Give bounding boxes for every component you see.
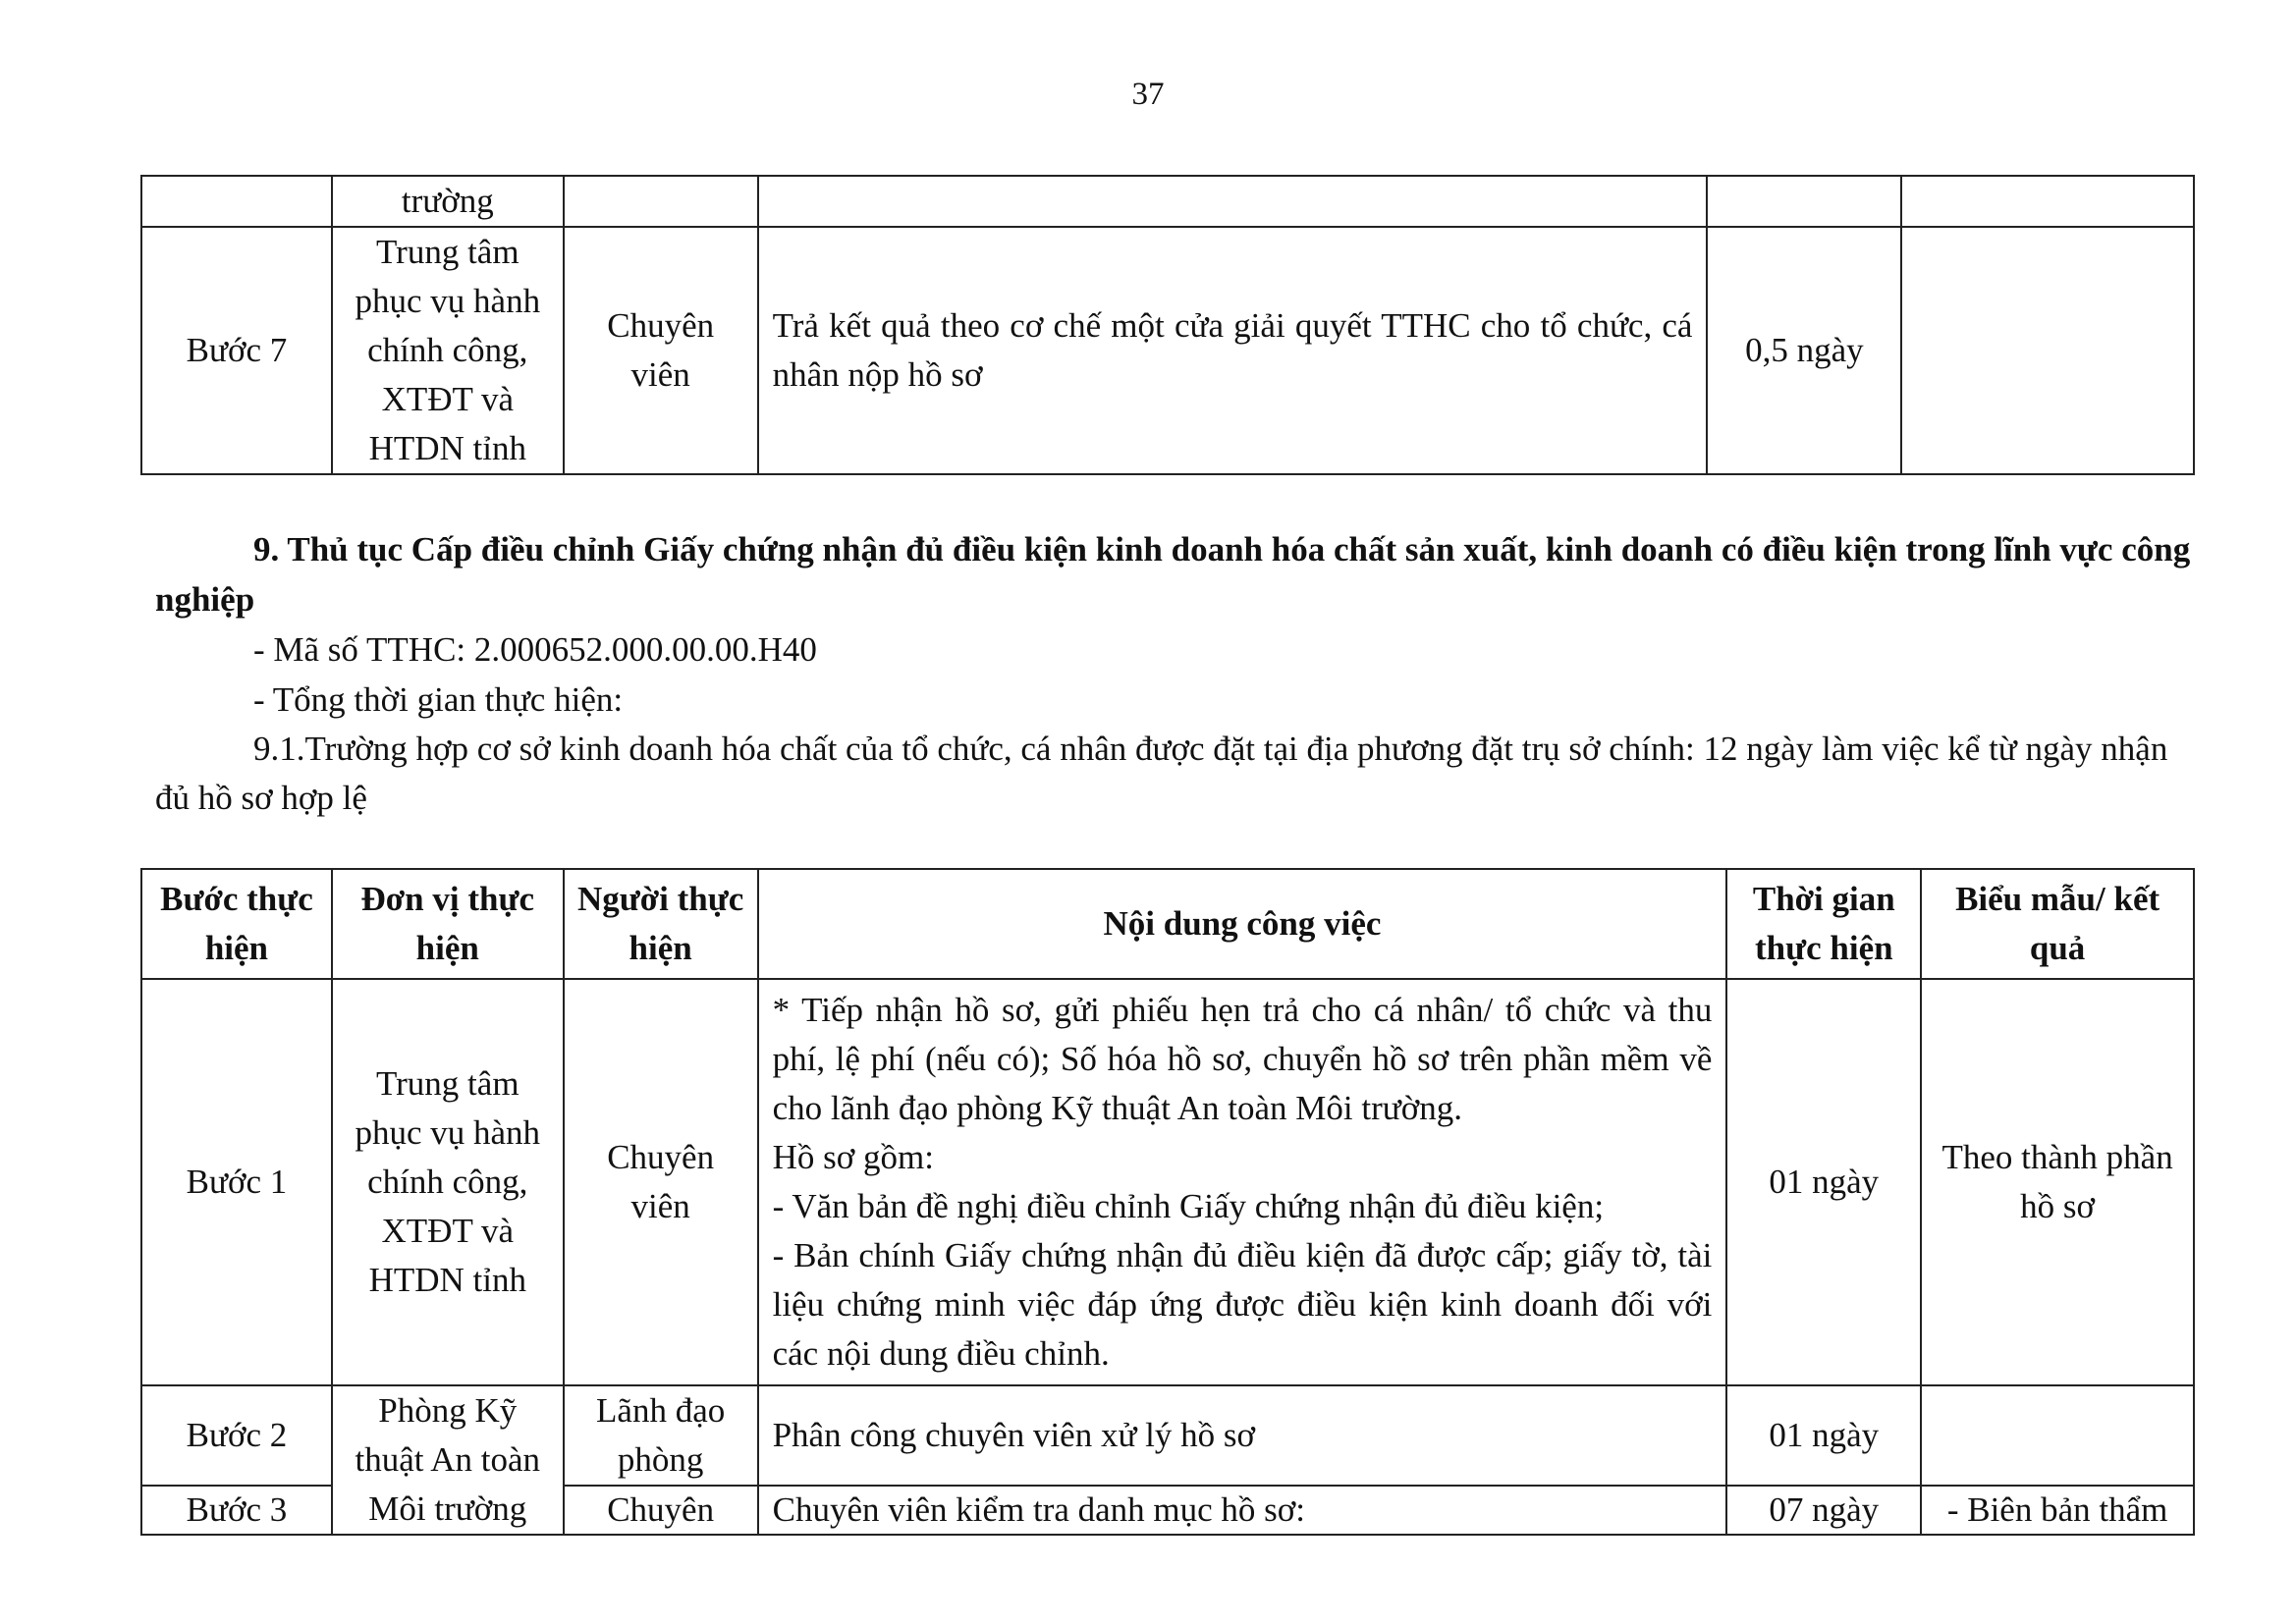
form-cell: - Biên bản thẩm [1921, 1486, 2194, 1535]
time-cell: 0,5 ngày [1707, 227, 1901, 474]
time-cell: 01 ngày [1726, 979, 1921, 1385]
table-row [141, 227, 2194, 474]
case-description: 9.1.Trường hợp cơ sở kinh doanh hóa chất của tổ chức, cá nhân được đặt tại địa phương đặt trụ sở chính: 12 ngày làm việc kể từ ngày nhận đủ hồ sơ hợp lệ [155, 730, 2168, 817]
step-cell: Bước 3 [141, 1486, 332, 1535]
person-cell: Chuyên [564, 1486, 758, 1535]
unit-cell: Trung tâm phục vụ hành chính công, XTĐT và HTDN tỉnh [332, 979, 564, 1385]
content-cell: Chuyên viên kiểm tra danh mục hồ sơ: [758, 1486, 1727, 1535]
step-cell: Bước 7 [141, 227, 332, 474]
form-cell [1901, 176, 2194, 227]
content-cell [758, 979, 1727, 1385]
unit-cell: trường [332, 176, 564, 227]
table-row [141, 979, 2194, 1385]
header-step: Bước thực hiện [141, 869, 332, 979]
form-cell [1901, 227, 2194, 474]
step-cell [141, 176, 332, 227]
step-cell: Bước 2 [141, 1385, 332, 1486]
unit-cell: Trung tâm phục vụ hành chính công, XTĐT và HTDN tỉnh [332, 227, 564, 474]
page-number: 37 [1131, 77, 1165, 112]
person-cell [564, 176, 758, 227]
procedure-code-line: - Mã số TTHC: 2.000652.000.00.00.H40 [253, 630, 817, 669]
content-paragraph: Hồ sơ gồm: [772, 1138, 934, 1176]
header-time: Thời gian thực hiện [1726, 869, 1921, 979]
form-cell [1921, 1385, 2194, 1486]
procedure-table [140, 868, 2195, 1536]
header-content: Nội dung công việc [758, 869, 1727, 979]
content-cell: Phân công chuyên viên xử lý hồ sơ [758, 1385, 1727, 1486]
step-cell: Bước 1 [141, 979, 332, 1385]
content-paragraph: - Văn bản đề nghị điều chỉnh Giấy chứng nhận đủ điều kiện; [772, 1187, 1605, 1225]
form-cell: Theo thành phần hồ sơ [1921, 979, 2194, 1385]
procedure-table-continued [140, 175, 2195, 475]
person-cell: Chuyên viên [564, 979, 758, 1385]
table-row [141, 176, 2194, 227]
section-title: 9. Thủ tục Cấp điều chỉnh Giấy chứng nhận đủ điều kiện kinh doanh hóa chất sản xuất, kinh doanh có điều kiện trong lĩnh vực công nghiệp [155, 530, 2191, 619]
person-cell: Chuyên viên [564, 227, 758, 474]
unit-cell: Phòng Kỹ thuật An toàn Môi trường [332, 1385, 564, 1535]
header-person: Người thực hiện [564, 869, 758, 979]
time-cell: 07 ngày [1726, 1486, 1921, 1535]
header-form: Biểu mẫu/ kết quả [1921, 869, 2194, 979]
time-cell [1707, 176, 1901, 227]
content-cell [758, 176, 1708, 227]
total-time-line: - Tổng thời gian thực hiện: [253, 680, 624, 719]
person-cell: Lãnh đạo phòng [564, 1385, 758, 1486]
content-paragraph: * Tiếp nhận hồ sơ, gửi phiếu hẹn trả cho cá nhân/ tổ chức và thu phí, lệ phí (nếu có); Số hóa hồ sơ, chuyển hồ sơ trên phần mềm về cho lãnh đạo phòng Kỹ thuật An toàn Môi trường. [772, 991, 1713, 1127]
time-cell: 01 ngày [1726, 1385, 1921, 1486]
table-row [141, 1385, 2194, 1486]
header-unit: Đơn vị thực hiện [332, 869, 564, 979]
content-paragraph: - Bản chính Giấy chứng nhận đủ điều kiện đã được cấp; giấy tờ, tài liệu chứng minh việc đáp ứng được điều kiện kinh doanh đối với các nội dung điều chỉnh. [772, 1236, 1713, 1373]
table-header-row [141, 869, 2194, 979]
content-cell: Trả kết quả theo cơ chế một cửa giải quyết TTHC cho tổ chức, cá nhân nộp hồ sơ [758, 227, 1708, 474]
